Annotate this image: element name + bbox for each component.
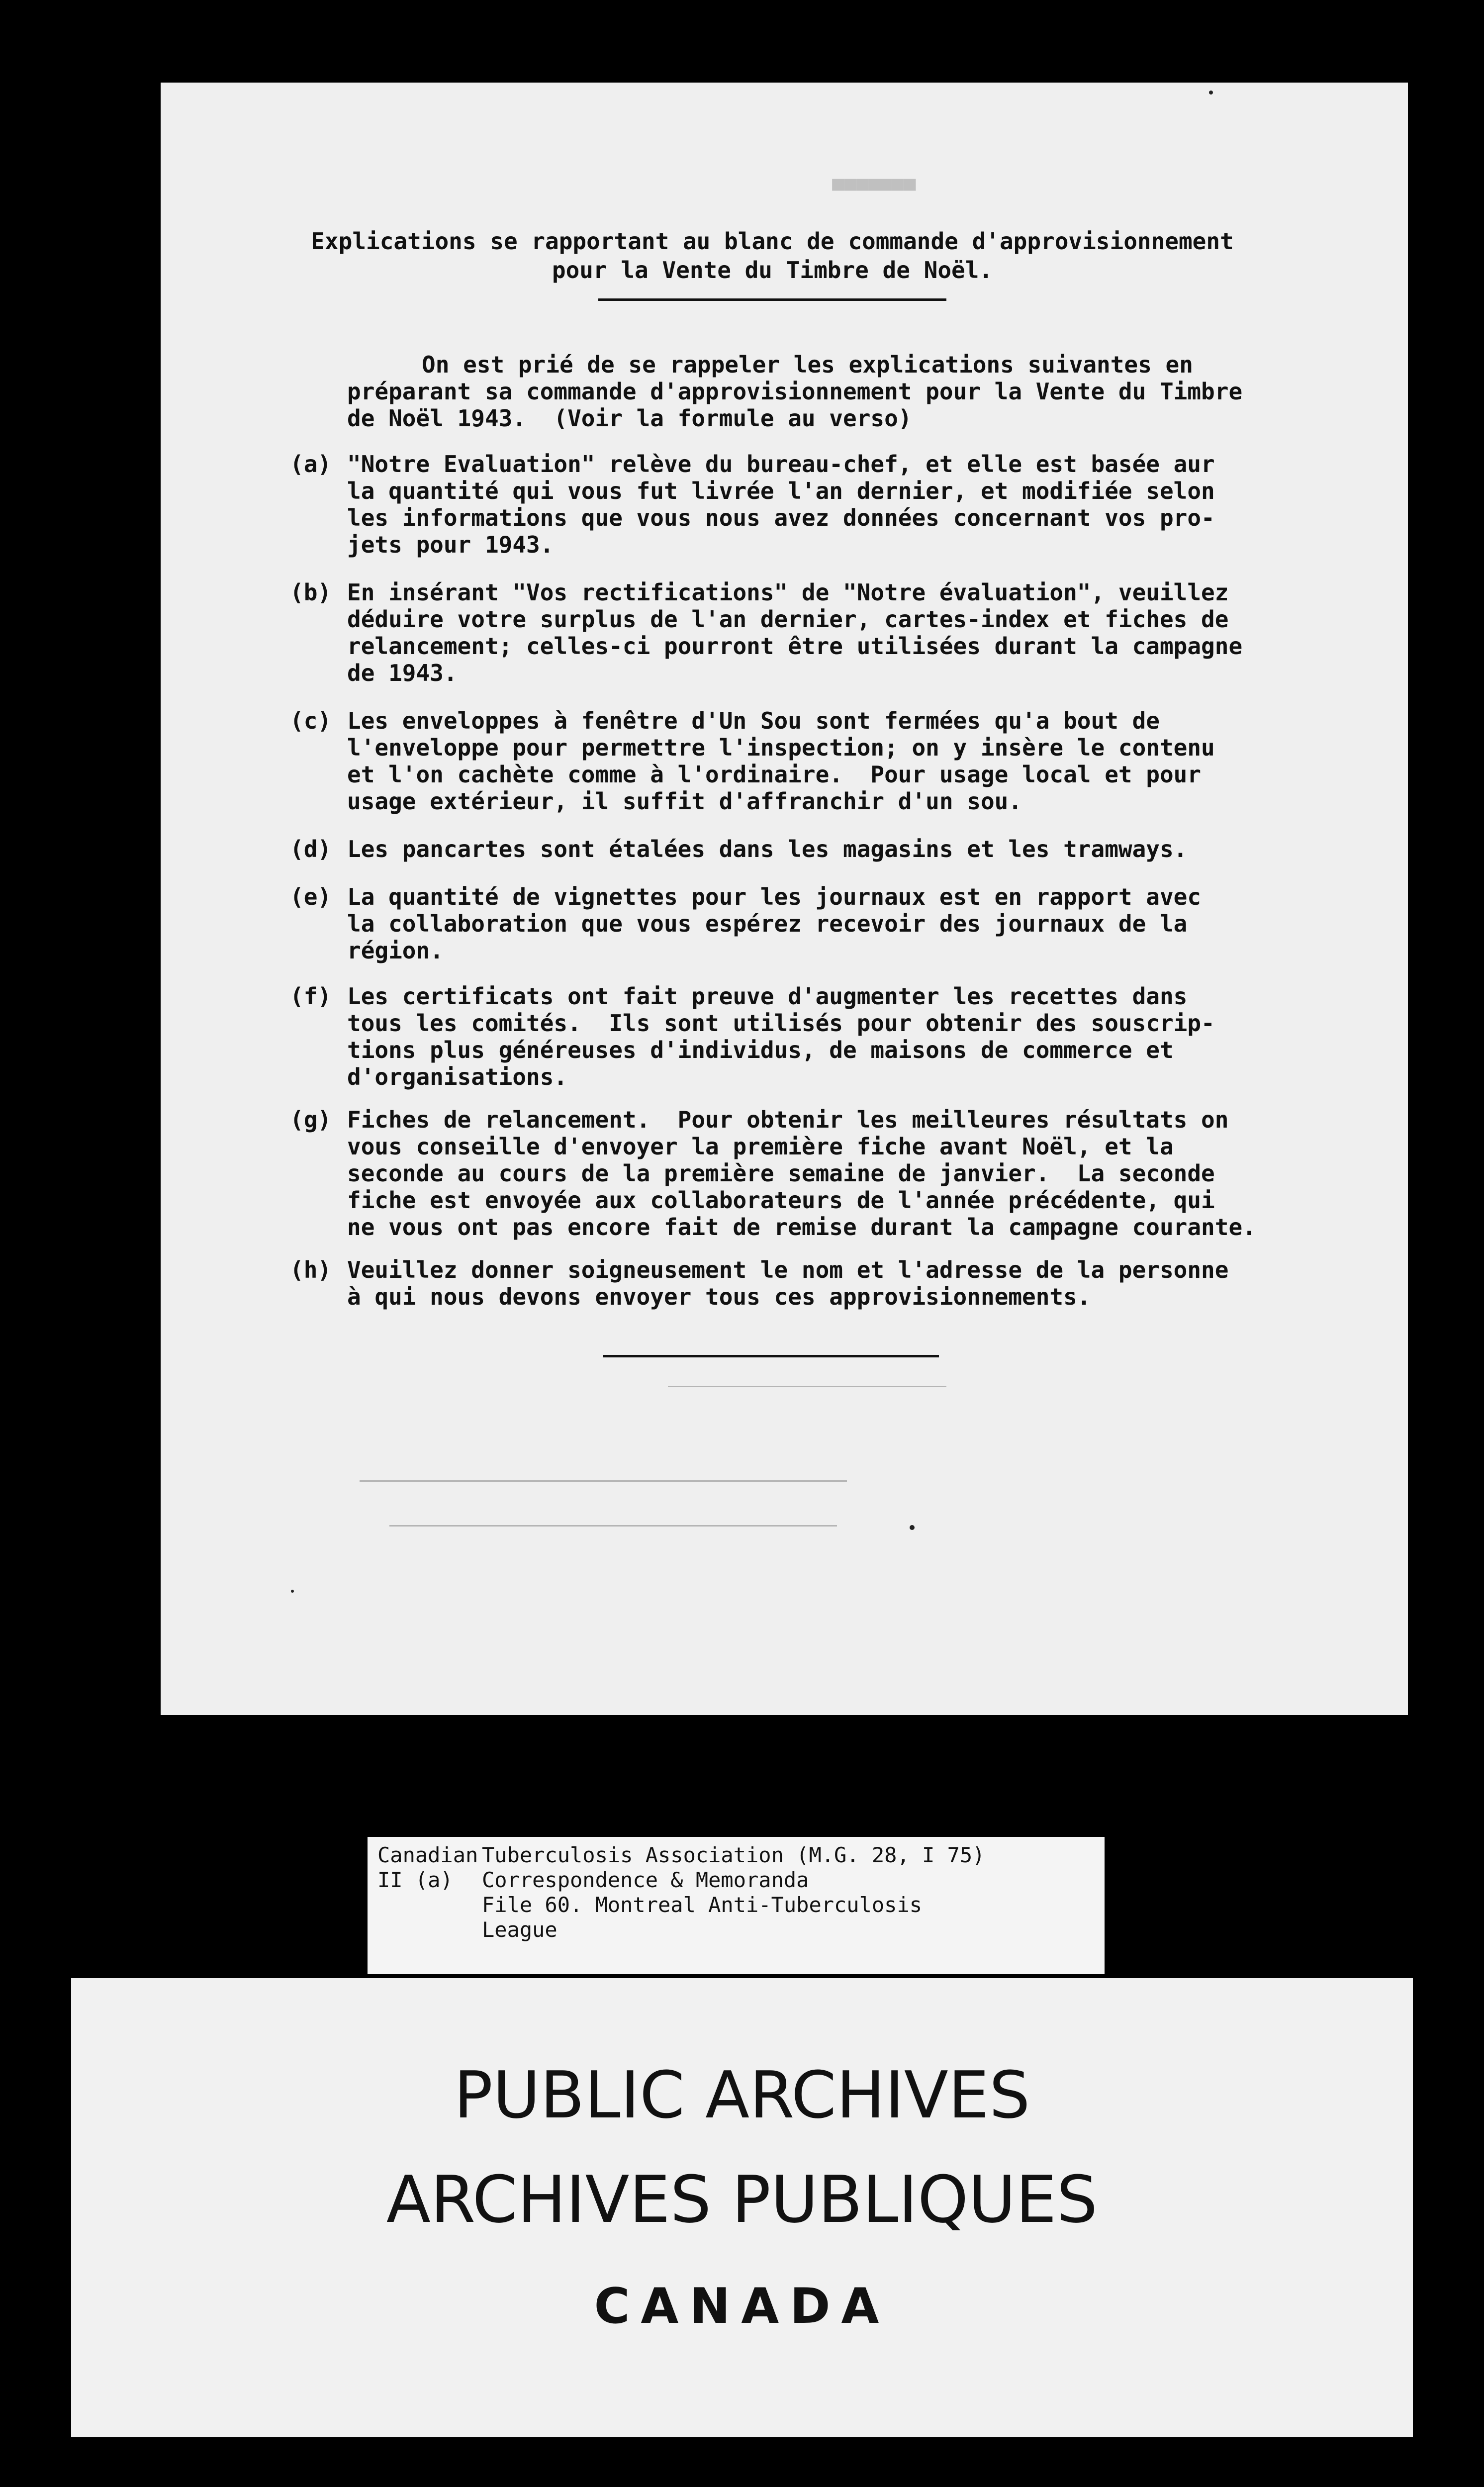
intro-paragraph: On est prié de se rappeler les explications suivantes en préparant sa commande d'approvisionnement pour la Vente du Timbre de Noël 1943. (Voir la formule au verso): [347, 351, 1243, 432]
speck-mark: [291, 1590, 294, 1593]
closing-rule: [603, 1355, 939, 1357]
label-col-2: File 60. Montreal Anti-Tuberculosis: [482, 1893, 923, 1917]
item-tag: (h): [290, 1256, 332, 1283]
item-text: Fiches de relancement. Pour obtenir les meilleures résultats on vous conseille d'envoyer la première fiche avant Noël, et la seconde au cours de la première semaine de janvier. La seconde fiche est envoyée aux collaborateurs de l'année précédente, qui ne vous ont pas encore fait de remise durant la campagne courante.: [347, 1106, 1256, 1241]
item-text: La quantité de vignettes pour les journaux est en rapport avec la collaboration que vous espérez recevoir des journaux de la région.: [347, 883, 1202, 964]
item-text: Les certificats ont fait preuve d'augmenter les recettes dans tous les comités. Ils sont utilisés pour obtenir des souscrip- tions plus généreuses d'individus, de maisons de commerce et d'organisations.: [347, 983, 1215, 1090]
title-underline: [598, 298, 946, 301]
item-tag: (d): [290, 836, 332, 862]
label-row: [377, 1843, 1095, 1868]
public-archives-stamp: [71, 1978, 1413, 2437]
item-tag: (e): [290, 883, 332, 910]
item-text: En insérant "Vos rectifications" de "Notre évaluation", veuillez déduire votre surplus de l'an dernier, cartes-index et fiches de relancement; celles-ci pourront être utilisées durant la campagne de 1943.: [347, 579, 1243, 686]
label-col-2: Correspondence & Memoranda: [482, 1868, 809, 1892]
bleed-through-line: [668, 1386, 946, 1387]
item-text: Les pancartes sont étalées dans les magasins et les tramways.: [347, 836, 1188, 862]
item-tag: (b): [290, 579, 332, 606]
item-text: "Notre Evaluation" relève du bureau-chef, et elle est basée aur la quantité qui vous fut livrée l'an dernier, et modifiée selon les informations que vous nous avez données concernant vos pro- jets pour 1943.: [347, 451, 1215, 558]
item-tag: (g): [290, 1106, 332, 1133]
list-item: [290, 707, 1334, 815]
label-row: [377, 1917, 1095, 1942]
list-item: [290, 579, 1334, 686]
list-item: [290, 1256, 1334, 1310]
bleed-through-text: ■■■■■■■: [832, 172, 916, 195]
stamp-line-country: CANADA: [594, 2278, 890, 2335]
item-text: Les enveloppes à fenêtre d'Un Sou sont fermées qu'a bout de l'enveloppe pour permettre l'inspection; on y insère le contenu et l'on cachète comme à l'ordinaire. Pour usage local et pour usage extérieur, il suffit d'affranchir d'un sou.: [347, 707, 1215, 815]
archive-reference-label: [368, 1837, 1105, 1974]
item-tag: (a): [290, 451, 332, 478]
item-tag: (f): [290, 983, 332, 1010]
label-row: [377, 1868, 1095, 1893]
label-row: [377, 1893, 1095, 1917]
bleed-through-line: [389, 1525, 837, 1527]
item-tag: (c): [290, 707, 332, 734]
label-col-1: Canadian: [377, 1843, 478, 1867]
item-text: Veuillez donner soigneusement le nom et l'adresse de la personne à qui nous devons envoyer tous ces approvisionnements.: [347, 1256, 1229, 1310]
label-col-1: [377, 1917, 482, 1942]
speck-mark: [1209, 91, 1213, 95]
label-col-2: League: [482, 1917, 557, 1942]
label-col-2: Tuberculosis Association (M.G. 28, I 75): [482, 1843, 985, 1867]
label-col-1: II (a): [377, 1868, 453, 1892]
stamp-line-english: PUBLIC ARCHIVES: [454, 2057, 1030, 2133]
list-item: [290, 1106, 1334, 1241]
stamp-line-french: ARCHIVES PUBLIQUES: [386, 2162, 1098, 2237]
list-item: [290, 883, 1334, 964]
bleed-through-line: [360, 1480, 847, 1482]
list-item: [290, 451, 1334, 558]
speck-mark: [910, 1525, 915, 1530]
list-item: [290, 983, 1334, 1090]
label-col-1: [377, 1893, 482, 1917]
document-page: [161, 83, 1408, 1715]
document-title: Explications se rapportant au blanc de commande d'approvisionnement pour la Vente du Timbre de Noël.: [311, 228, 1234, 284]
list-item: [290, 836, 1334, 862]
